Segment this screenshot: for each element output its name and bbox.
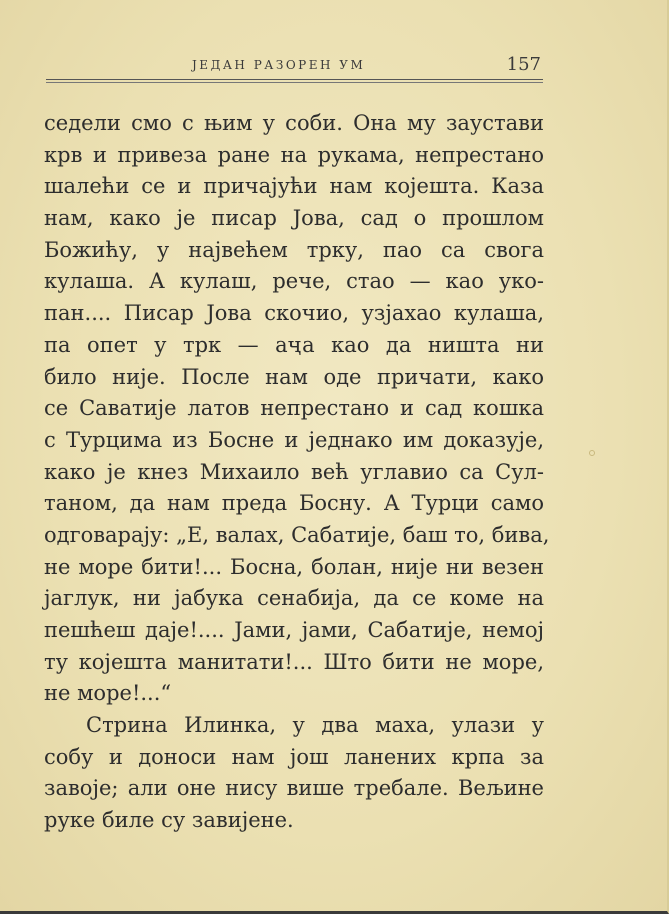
paper-speck [589,450,595,456]
header-rule [46,79,543,80]
text-line: нам, како је писар Јова, сад о прошлом [44,206,544,231]
text-line: пешћеш даје!.... Јами, јами, Сабатије, немој [44,618,544,642]
header-rule-double [46,82,543,83]
text-line: шалећи се и причајући нам којешта. Каза [44,174,544,199]
running-title: ЈЕДАН РАЗОРЕН УМ [192,58,366,72]
text-line: завоје; али оне нису више требале. Вељине [44,776,544,801]
text-line: ту којешта манитати!... Што бити не море, [44,649,544,674]
text-line: пан.... Писар Јова скочио, узјахао кулаша, [44,301,544,326]
text-line: таном, да нам преда Босну. А Турци само [44,491,544,516]
page-number: 157 [506,54,541,75]
text-line: кулаша. А кулаш, рече, стао — као уко- [44,269,544,294]
text-line: јаглук, ни јабука сенабија, да се коме на [44,586,544,611]
text-line: се Саватије латов непрестано и сад кошка [44,396,544,421]
text-line: Божићу, у највећем трку, пао са свога [44,237,544,262]
text-line: не море бити!... Босна, болан, није ни везен [44,554,544,579]
text-line: било није. После нам оде причати, како [44,364,544,389]
text-line: не море!...“ [44,681,172,706]
page-header [46,56,543,78]
body-text [44,108,550,837]
text-line: Стрина Илинка, у два маха, улази у [86,713,544,738]
paragraph-2 [44,710,544,837]
text-line: одговарају: „Е, валах, Сабатије, баш то, бива, [44,522,550,547]
text-line: крв и привеза ране на рукама, непрестано [44,142,544,167]
text-line: па опет у трк — аҷа као да ништа ни [44,332,544,357]
text-line: с Турцима из Босне и једнако им доказује, [44,427,544,452]
text-line: собу и доноси нам још ланених крпа за [44,744,544,769]
text-line: седели смо с њим у соби. Она му заустави [44,111,544,135]
text-line: како је кнез Михаило већ углавио са Сул- [44,459,544,484]
text-line: руке биле су завијене. [44,808,294,833]
paragraph-1 [44,108,550,710]
